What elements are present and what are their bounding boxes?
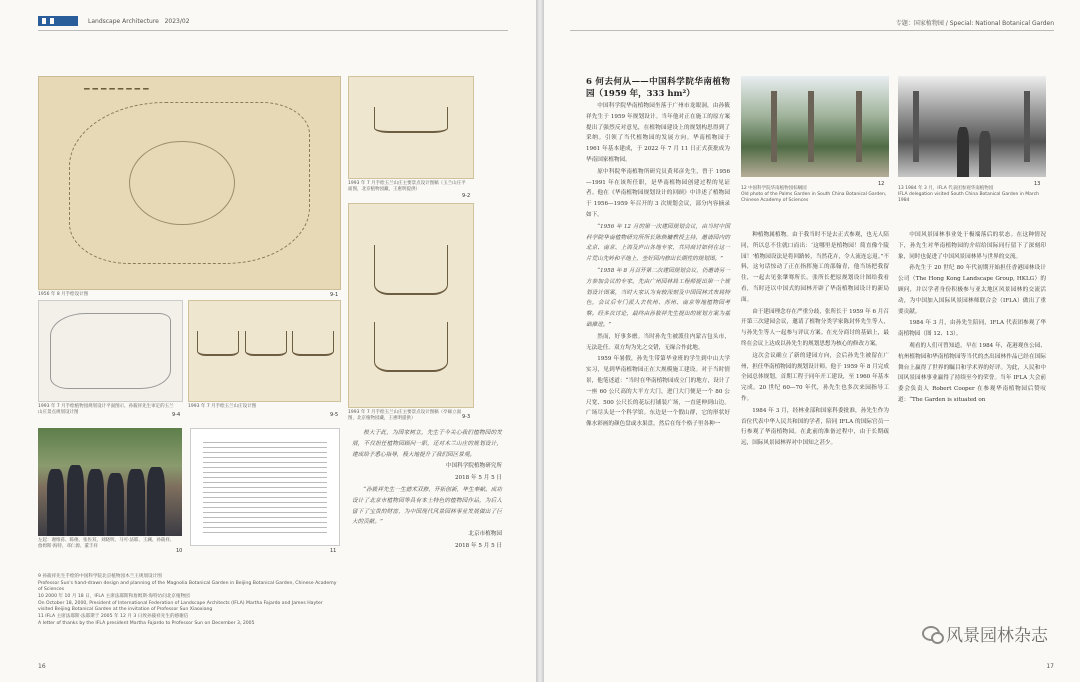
wechat-watermark bbox=[922, 621, 1048, 646]
figure-11-number: 11 bbox=[330, 548, 337, 554]
figure-9-4-caption: 1993 年 7 月手绘植物园规划设计平面图示，孙筱祥先生审定的玉兰山庄景点规划设计图 bbox=[38, 404, 174, 415]
right-text-column-3 bbox=[898, 230, 1046, 407]
figure-13-caption bbox=[898, 186, 1044, 204]
figure-9-3-caption: 1993 年 7 月手绘玉兰山庄主要景点设计图稿（亭廊立面图，北京植物园藏，王惠明提供） bbox=[348, 410, 462, 421]
header-topic: 专题：国家植物园 / Special: National Botanical Garden bbox=[895, 20, 1054, 27]
paragraph: “孙筱祥先生一生德术双修，开拓创新，毕生奉献。成功设计了北京市植物园等具有本土特色的植物园作品，为后人留下了宝贵的财富，为中国现代风景园林事业发展做出了巨大的贡献。” bbox=[352, 486, 502, 526]
paragraph: 由于建园理念存在严重分歧，张所长于 1959 年 6 月召开第三次建园会议，邀请了植物分类学家陈封怀先生等人，与孙先生等人一起参与评议方案。在充分商讨的基础上，最终在会议上达成以孙先生的规划思想为核心的修改方案。 bbox=[741, 308, 889, 347]
person-silhouette bbox=[107, 473, 124, 536]
caption-line: 10 2000 年 10 月 18 日，IFLA 主席法耶斯和詹姆斯·海特访问北京植物园 bbox=[38, 594, 190, 599]
caption-line: A letter of thanks by the IFLA president Martha Fajardo to Professor Sun on December 3, 2005 bbox=[38, 621, 255, 626]
figure-9-1-sketch bbox=[38, 76, 341, 290]
signature-date: 2018 年 5 月 5 日 bbox=[454, 475, 502, 482]
figure-9-3-drawing bbox=[348, 203, 474, 408]
signature: 北京市植物园 bbox=[468, 531, 502, 538]
figure-13-caption-en: IFLA delegation visited South China Botanical Garden in March 1984 bbox=[898, 192, 1040, 203]
person-silhouette bbox=[979, 131, 991, 177]
figure-12-number: 12 bbox=[878, 181, 885, 187]
caption-line: On October 18, 2000, President of International Federation of Landscape Architects (IFLA) Martha Fajardo and James Hayter visited Beijing Botanical Garden at the invitation of Professor Sun Xiaoxiang bbox=[38, 601, 323, 612]
person-silhouette bbox=[147, 467, 164, 536]
pavilion-roof bbox=[292, 331, 334, 356]
figure-10-photo bbox=[38, 428, 182, 536]
right-text-column-1 bbox=[586, 76, 730, 431]
sketch-core bbox=[129, 141, 234, 226]
paragraph: 中国风景园林事业处于极端落后的状态。在这种情况下，孙先生对华南植物园的介绍给国际同行留下了深刻印象，同时也促进了中国风景园林界与世界的交流。 bbox=[898, 232, 1046, 260]
paragraph: “1958 年 8 月召开第二次建园规划会议，仍邀请另一方参加会议的专家。先由广州园林局工程师提出第一个规划设计图案，当时大家认为有较深刻及中国园林式布局特色，会议后专门派人去杭州、苏州、南京等地植物园考察。经多次讨论，最终由孙筱祥先生提出的规划方案为基础推进。” bbox=[586, 267, 730, 328]
bottom-captions bbox=[38, 574, 338, 628]
figure-9-4-plan bbox=[38, 300, 183, 402]
palm-trunk bbox=[771, 91, 777, 162]
journal-logo bbox=[38, 16, 78, 26]
figure-9-2-number: 9-2 bbox=[462, 193, 471, 199]
right-text-column-2 bbox=[741, 230, 889, 450]
figure-11-letter bbox=[190, 428, 340, 546]
page-number-left: 16 bbox=[38, 663, 46, 670]
signature-date: 2018 年 5 月 5 日 bbox=[454, 542, 502, 549]
paragraph: “1956 年 12 月的第一次建园规划会议，由当时中国科学院华南植物研究所所长陈焕镛教授主持，邀请园内的北京、南京、上海及庐山各地专家，共同商讨如何在这一片荒山先岭和平地上，坐好园内修出长期性的规划图。” bbox=[586, 223, 730, 263]
paragraph: 然而，好事多磨。当时孙先生被派往内蒙古包头市，无法赴任。双方均为先之交错，无缘合作此地。 bbox=[586, 333, 730, 351]
section-title: 6 何去何从——中国科学院华南植物园（1959 年，333 hm²） bbox=[586, 77, 730, 99]
journal-logo-icon bbox=[38, 16, 78, 26]
page-gutter bbox=[536, 0, 544, 682]
figure-12-caption bbox=[741, 186, 887, 204]
sketch-title-decoration: ━━━━━━━━ bbox=[84, 85, 152, 96]
figure-9-5-caption: 1993 年 7 月手绘玉兰山庄设计图 bbox=[188, 404, 257, 409]
figure-12-caption-en: Old photo of the Palms Garden in South China Botanical Garden, Chinese Academy of Sciences bbox=[741, 192, 887, 203]
figure-9-1-caption: 1956 年 8 月手绘设计图 bbox=[38, 292, 89, 297]
person-silhouette bbox=[957, 127, 969, 178]
figure-13-caption-cn: 13 1984 年 3 月，IFLA 代表团参观华南植物园 bbox=[898, 186, 994, 191]
left-page bbox=[0, 0, 536, 682]
watermark-text: 风景园林杂志 bbox=[946, 626, 1048, 646]
caption-line: 11 IFLA 主席法耶斯·法耶斯于 2005 年 12 月 3 日致孙筱祥先生的感谢信 bbox=[38, 614, 189, 619]
figure-9-3-number: 9-3 bbox=[462, 414, 471, 420]
paragraph: 1984 年 3 月，由孙先生陪同，IFLA 代表团参观了华南植物园（图 12、13）。 bbox=[898, 320, 1046, 338]
letter-text-lines bbox=[203, 438, 327, 535]
paragraph: 原中科院华南植物所研究员黄邦彦先生，曾于 1956—1991 年在该所任职，是华南植物园创建过程的见证者。他在《华南植物园规划设计的回顾》中详述了植物园于 1956—1959 年召开的 3 次规划会议，部分内容摘录如下。 bbox=[586, 168, 730, 218]
header-rule bbox=[38, 30, 508, 31]
signature: 中国科学院植物研究所 bbox=[446, 463, 502, 470]
figure-9-5-drawing bbox=[188, 300, 341, 402]
person-silhouette bbox=[47, 469, 64, 536]
pavilion-roof bbox=[197, 331, 239, 356]
wechat-icon bbox=[922, 626, 940, 641]
palm-trunk bbox=[808, 91, 814, 162]
palm-trunk bbox=[1024, 91, 1030, 162]
header-issue: 2023/02 bbox=[164, 18, 190, 25]
paragraph: 中国科学院华南植物园坐落于广州市龙眼洞，由孙筱祥先生于 1959 年规划设计。当年他对正在施工的原方案提出了强烈反对意见，在植物园建设上的规划构思得到了采纳。引领了当代植物园的发展方向。华南植物园于 1961 年基本建成，于 2022 年 7 月 11 日正式获批成为华南国家植物园。 bbox=[586, 103, 730, 163]
page-number-right: 17 bbox=[1046, 663, 1054, 670]
figure-9-2-drawing bbox=[348, 76, 474, 179]
caption-line: 9 孙筱祥先生手绘的中国科学院北京植物园木兰王规划设计图 bbox=[38, 574, 162, 579]
right-page bbox=[544, 0, 1080, 682]
figure-9-1-number: 9-1 bbox=[330, 292, 339, 298]
figure-9-5-number: 9-5 bbox=[330, 412, 339, 418]
figure-10-caption: 左起：谢维荪、陈俊、张佐双、刘晓明、马可·法耶、王澜、孙筱祥、詹姆斯·海特、邓仁源、董丰祥 bbox=[38, 538, 175, 549]
pavilion-roof bbox=[374, 245, 448, 296]
caption-line: Professor Sun's hand-drawn design and planning of the Magnolia Botanical Garden in Beijing Botanical Garden, Chinese Academy of Sciences bbox=[38, 581, 337, 592]
figure-13-number: 13 bbox=[1034, 181, 1041, 187]
figure-13-photo bbox=[898, 76, 1046, 177]
figure-9-2-caption: 1993 年 7 月手绘玉兰山庄主要景点设计图稿（玉兰山庄平面图，北京植物园藏，王惠明提供） bbox=[348, 181, 466, 192]
paragraph: 观看的人们可曾知道，早在 1984 年，花港观鱼公园、杭州植物园和华南植物园等当代的杰出园林作品已经在国际舞台上赢得了世界的瞩目和学术界的好评。为此，人民和中国风景园林事业赢得了持续至今的荣誉。当年 IFLA 大会前委会负责人 Robert Cooper 在参观华南植物园后赞叹道：“The Garden is situated on bbox=[898, 342, 1046, 403]
palm-trunk bbox=[856, 91, 862, 162]
figure-10-number: 10 bbox=[176, 548, 183, 554]
left-text-column bbox=[352, 428, 502, 553]
person-silhouette bbox=[67, 465, 84, 536]
paragraph: 根大于此，为国家树立，先生于今关心我们植物园的发展，不仅担任植物园顾问一职，还对木兰山庄的规划设计，建成给予悉心指导，极大地提升了我们园区景观。 bbox=[352, 430, 502, 458]
paragraph: 孙先生于 20 世纪 80 年代初期开始担任香港园林设计公司（The Hong Kong Landscape Group, HKLG）的顾问，并以学者身份积极参与亚太地区风景园林的交流活动，为中国加入国际风景园林师联合会（IFLA）做出了重要贡献。 bbox=[898, 265, 1046, 315]
figure-12-caption-cn: 12 中国科学院华南植物园棕榈园 bbox=[741, 186, 807, 191]
person-silhouette bbox=[87, 469, 104, 536]
figure-12-photo bbox=[741, 76, 889, 177]
pavilion-roof bbox=[374, 322, 448, 373]
paragraph: 这次会议确立了新的建园方向，会后孙先生被留在广州，担任华南植物园的规划设计师。他于 1959 年 8 月完成全园总体规划，首期工程于同年开工建设，至 1960 年基本完成。20 世纪 60—70 年代，孙先生也多次来园指导工作。 bbox=[741, 352, 889, 402]
plan-outline bbox=[50, 313, 170, 389]
header-journal bbox=[88, 18, 190, 25]
pavilion-roof bbox=[374, 107, 448, 132]
paragraph: 种植物属植物。由于我当时不是去正式参观，也无人陪同，所以总不住就口而出：‘这哪里是植物园！简直像个陵园！’植物园设法是将回路转，当然花卉，令人流连忘返。”不料，这句话惊动了正在指挥施工的邵翰青，他当场把我留住，一起去见张肇骞所长。张所长把原规划设计图给我看看，当时还以中国式的园林开辟了华南植物园设计的新局面。 bbox=[741, 232, 889, 303]
header-rule bbox=[570, 30, 1054, 31]
paragraph: 1984 年 3 月，经林业部和国家科委批准，孙先生作为首位代表中华人民共和国的学者，陪同 IFLA 的国际官员一行参观了华南植物园。在此前的准备过程中，由于长期疏远，国际风景园林界对中国知之甚少。 bbox=[741, 407, 889, 447]
palm-trunk bbox=[913, 91, 919, 162]
figure-9-4-number: 9-4 bbox=[172, 412, 181, 418]
person-silhouette bbox=[127, 469, 144, 536]
paragraph: 1959 年暑假，孙先生带第毕业班的学生到中山大学实习，见到华南植物园正在大规模施工建设。对于当时情景，他笔述道：“当时在华南植物园成立门的地方，设计了一座 60 公尺高的大平方大门，进门大门便是一个 80 公尺宽、500 公尺长的花坛打铺装广场，一直延伸到山边。广场尽头是一个科学馆。东边是一个假山群，它的形状好像水彩画的颜色盘或水果盘。然后在每个格子里各种一 bbox=[586, 356, 730, 428]
pavilion-roof bbox=[245, 331, 287, 356]
header-journal-name: Landscape Architecture bbox=[88, 18, 159, 25]
